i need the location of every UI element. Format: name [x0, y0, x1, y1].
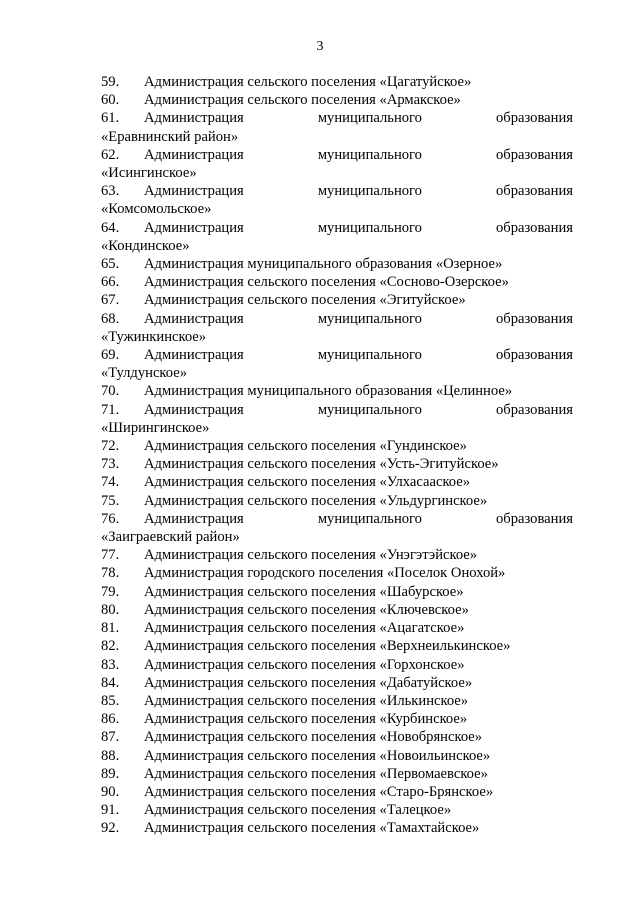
list-item [101, 546, 573, 564]
list-item-word: образования [496, 401, 573, 418]
list-item-continuation: «Тужинкинское» [101, 328, 207, 345]
list-item-text: Администрация муниципального образования «Озерное» [144, 256, 503, 273]
list-item-word: образования [496, 110, 573, 127]
list-item-word: муниципального [317, 347, 422, 364]
list-item-first-line [101, 91, 573, 109]
list-item-justified-text [144, 146, 573, 164]
list-item-first-line [101, 728, 573, 746]
list-item-first-line [101, 546, 573, 564]
list-item-word: муниципального [317, 146, 422, 163]
list-item-word: Администрация [144, 183, 244, 200]
list-item-continuation: «Заиграевский район» [101, 529, 240, 546]
list-item-text: Администрация сельского поселения «Гундинское» [144, 438, 467, 455]
list-item [101, 564, 573, 582]
list-item-text: Администрация сельского поселения «Дабатуйское» [144, 674, 473, 691]
list-item-word: муниципального [317, 219, 422, 236]
list-item-word: образования [496, 146, 573, 163]
list-item-first-line [101, 310, 573, 328]
list-item [101, 510, 573, 546]
list-item-first-line [101, 109, 573, 127]
list-item-word: образования [496, 219, 573, 236]
list-item-text: Администрация сельского поселения «Унэгэтэйское» [144, 547, 478, 564]
list-item [101, 109, 573, 145]
list-item-number: 79. [101, 583, 120, 600]
list-item-first-line [101, 182, 573, 200]
list-item [101, 747, 573, 765]
list-item-number: 69. [101, 347, 120, 364]
list-item-number: 72. [101, 438, 120, 455]
list-item-justified-text [144, 346, 573, 364]
list-item-first-line [101, 146, 573, 164]
list-item-text: Администрация сельского поселения «Сосново-Озерское» [144, 274, 509, 291]
list-item [101, 728, 573, 746]
list-item-first-line [101, 819, 573, 837]
list-item-word: Администрация [144, 219, 244, 236]
list-item-first-line [101, 583, 573, 601]
list-item-first-line [101, 273, 573, 291]
list-item-number: 63. [101, 183, 120, 200]
list-item-text: Администрация сельского поселения «Верхнеилькинское» [144, 638, 511, 655]
list-item-text: Администрация сельского поселения «Цагатуйское» [144, 74, 472, 90]
list-item-number: 82. [101, 638, 120, 655]
list-item-word: Администрация [144, 347, 244, 364]
list-item-first-line [101, 692, 573, 710]
list-item-number: 86. [101, 711, 120, 728]
list-item [101, 819, 573, 837]
list-item-text: Администрация городского поселения «Поселок Онохой» [144, 565, 506, 582]
list-item-first-line [101, 437, 573, 455]
list-item-text: Администрация сельского поселения «Улхасаaское» [144, 474, 471, 491]
list-item-word: Администрация [144, 510, 244, 527]
list-item-text: Администрация сельского поселения «Талецкое» [144, 802, 452, 819]
list-item-first-line [101, 382, 573, 400]
list-item-continuation: «Комсомольское» [101, 201, 212, 218]
list-item-number: 84. [101, 674, 120, 691]
list-item [101, 692, 573, 710]
list-item-number: 83. [101, 656, 120, 673]
list-item-text: Администрация сельского поселения «Армакское» [144, 92, 461, 109]
list-item [101, 91, 573, 109]
list-item [101, 382, 573, 400]
list-item-first-line [101, 473, 573, 491]
list-item-number: 78. [101, 565, 120, 582]
list-item-first-line [101, 619, 573, 637]
list-item [101, 291, 573, 309]
list-item-number: 76. [101, 510, 120, 527]
list-item-number: 73. [101, 456, 120, 473]
list-item [101, 273, 573, 291]
list-item-word: Администрация [144, 110, 244, 127]
list-item-number: 61. [101, 110, 120, 127]
list-item-first-line [101, 637, 573, 655]
list-item [101, 437, 573, 455]
list-item-number: 92. [101, 820, 120, 837]
list-item-number: 67. [101, 292, 120, 309]
list-item-first-line [101, 255, 573, 273]
list-item-first-line [101, 291, 573, 309]
list-item [101, 710, 573, 728]
list-item [101, 601, 573, 619]
page-number: 3 [316, 39, 324, 54]
list-item-text: Администрация сельского поселения «Шабурское» [144, 583, 464, 600]
list-item-first-line [101, 73, 573, 91]
list-item-text: Администрация сельского поселения «Новоильинское» [144, 747, 491, 764]
list-item [101, 182, 573, 218]
list-item-word: муниципального [317, 183, 422, 200]
list-item-number: 59. [101, 74, 120, 90]
list-item-word: образования [496, 183, 573, 200]
list-item-first-line [101, 747, 573, 765]
list-item-word: муниципального [317, 510, 422, 527]
list-item-first-line [101, 601, 573, 619]
list-item [101, 401, 573, 437]
list-item-first-line [101, 765, 573, 783]
list-item [101, 473, 573, 491]
list-item-text: Администрация сельского поселения «Тамахтайское» [144, 820, 480, 837]
list-item-word: муниципального [317, 401, 422, 418]
list-item [101, 637, 573, 655]
list-item-first-line [101, 401, 573, 419]
list-item [101, 656, 573, 674]
list-item-justified-text [144, 310, 573, 328]
list-item-first-line [101, 455, 573, 473]
list-item-number: 70. [101, 383, 120, 400]
list-item-first-line [101, 510, 573, 528]
list-item-number: 64. [101, 219, 120, 236]
list-item-number: 81. [101, 620, 120, 637]
list-item [101, 73, 573, 91]
numbered-list [101, 73, 573, 838]
list-item-first-line [101, 564, 573, 582]
list-item-first-line [101, 710, 573, 728]
list-item-number: 90. [101, 783, 120, 800]
list-item-number: 91. [101, 802, 120, 819]
list-item-text: Администрация сельского поселения «Старо-Брянское» [144, 783, 494, 800]
list-item-word: муниципального [317, 310, 422, 327]
list-item-word: муниципального [317, 110, 422, 127]
list-item-justified-text [144, 401, 573, 419]
list-item-number: 80. [101, 601, 120, 618]
list-item [101, 583, 573, 601]
list-item-continuation: «Тулдунское» [101, 365, 188, 382]
list-item-text: Администрация сельского поселения «Новобрянское» [144, 729, 483, 746]
list-item-text: Администрация сельского поселения «Усть-Эгитуйское» [144, 456, 499, 473]
list-item-text: Администрация сельского поселения «Эгитуйское» [144, 292, 466, 309]
list-item-text: Администрация сельского поселения «Курбинское» [144, 711, 468, 728]
list-item-first-line [101, 801, 573, 819]
list-item-number: 85. [101, 692, 120, 709]
list-item-number: 75. [101, 492, 120, 509]
list-item-first-line [101, 656, 573, 674]
list-item-continuation: «Еравнинский район» [101, 128, 239, 145]
list-item-first-line [101, 783, 573, 801]
list-item-text: Администрация сельского поселения «Ульдургинское» [144, 492, 488, 509]
list-item [101, 346, 573, 382]
list-item-word: образования [496, 310, 573, 327]
list-item [101, 765, 573, 783]
list-item [101, 219, 573, 255]
list-item-justified-text [144, 109, 573, 127]
list-item-continuation: «Ширингинское» [101, 419, 210, 436]
list-item-number: 74. [101, 474, 120, 491]
list-item-text: Администрация сельского поселения «Горхонское» [144, 656, 465, 673]
list-item [101, 674, 573, 692]
list-item-number: 77. [101, 547, 120, 564]
list-item [101, 255, 573, 273]
list-item [101, 783, 573, 801]
list-item-number: 62. [101, 146, 120, 163]
list-item-number: 68. [101, 310, 120, 327]
list-item-first-line [101, 674, 573, 692]
list-item-text: Администрация сельского поселения «Ключевское» [144, 601, 469, 618]
list-item-justified-text [144, 510, 573, 528]
list-item-number: 71. [101, 401, 120, 418]
list-item-justified-text [144, 182, 573, 200]
list-item [101, 801, 573, 819]
list-item-first-line [101, 346, 573, 364]
list-item [101, 492, 573, 510]
list-item-word: образования [496, 347, 573, 364]
list-item-text: Администрация сельского поселения «Илькинское» [144, 692, 469, 709]
list-item-text: Администрация сельского поселения «Ацагатское» [144, 620, 465, 637]
list-item-number: 89. [101, 765, 120, 782]
list-item-word: Администрация [144, 401, 244, 418]
list-item-number: 88. [101, 747, 120, 764]
list-item-text: Администрация муниципального образования «Целинное» [144, 383, 513, 400]
list-item-word: Администрация [144, 146, 244, 163]
list-item [101, 619, 573, 637]
list-item [101, 455, 573, 473]
list-item-continuation: «Исингинское» [101, 165, 197, 182]
list-item-number: 66. [101, 274, 120, 291]
list-item [101, 310, 573, 346]
list-item-first-line [101, 219, 573, 237]
list-item-justified-text [144, 219, 573, 237]
list-item-continuation: «Кондинское» [101, 237, 190, 254]
list-item-word: Администрация [144, 310, 244, 327]
list-item-number: 60. [101, 92, 120, 109]
list-item-first-line [101, 492, 573, 510]
list-item-text: Администрация сельского поселения «Первомаевское» [144, 765, 488, 782]
list-item-word: образования [496, 510, 573, 527]
list-item-number: 65. [101, 256, 120, 273]
list-item [101, 146, 573, 182]
list-item-number: 87. [101, 729, 120, 746]
